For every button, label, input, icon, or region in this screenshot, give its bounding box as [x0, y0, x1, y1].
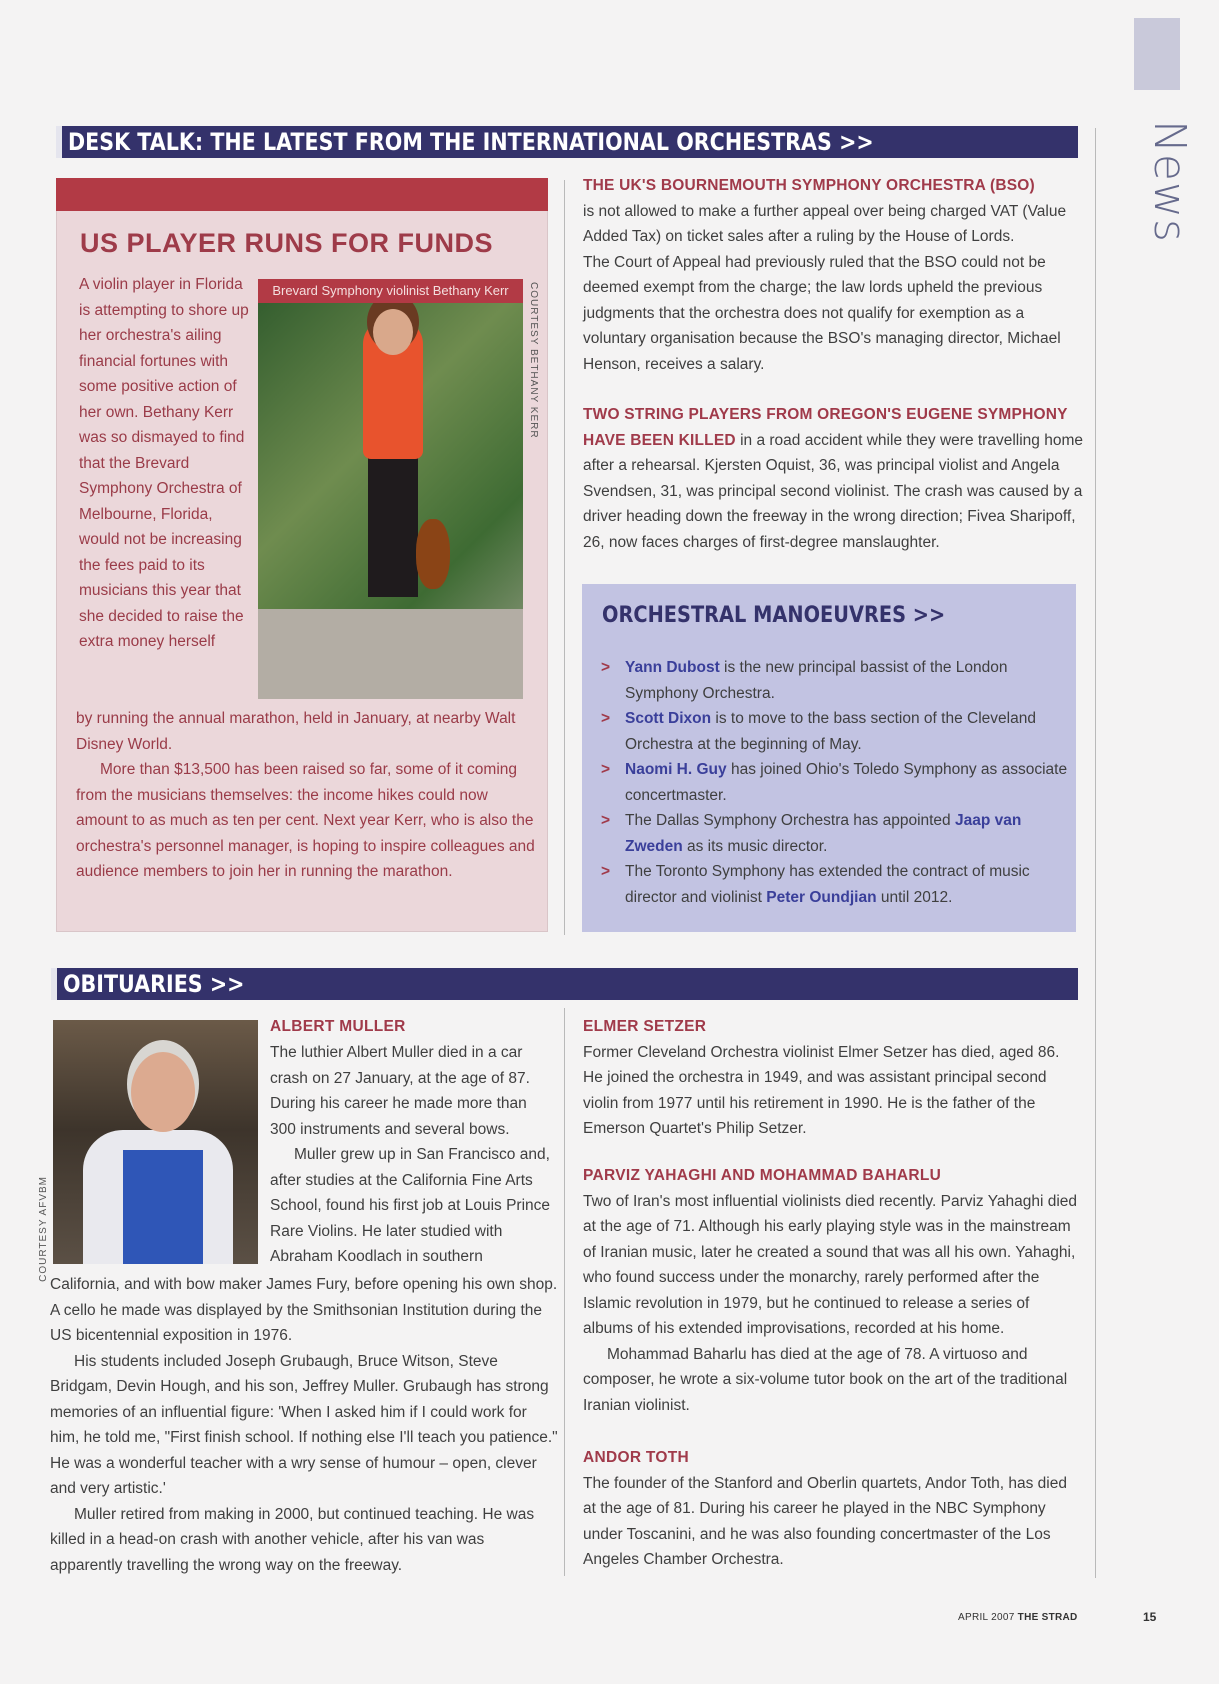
- obituary-name: PARVIZ YAHAGHI AND MOHAMMAD BAHARLU: [583, 1167, 942, 1184]
- section-tab: [1134, 18, 1180, 90]
- feature-paragraph: A violin player in Florida is attempting to shore up her orchestra's ailing financial fortunes with some positive action of her own. Bethany Kerr was so dismayed to find that the Brevard Symphony Orchestra of Melbourne, Florida, would not be increasing the fees paid to its musicians this year that she decided to raise the extra money herself: [79, 276, 249, 650]
- setzer-obituary: [583, 1014, 1083, 1142]
- photo-ground: [258, 609, 523, 699]
- chevron-right-icon: >: [601, 863, 611, 880]
- item-text: until 2012.: [876, 888, 953, 906]
- person-name: Naomi H. Guy: [625, 761, 727, 778]
- obituary-paragraph: Former Cleveland Orchestra violinist Elmer Setzer has died, aged 86. He joined the orchestra in 1949, and was assistant principal second violin from 1977 until his retirement in 1990. He is the father of the Emerson Quartet's Philip Setzer.: [583, 1043, 1060, 1137]
- obituary-name: ALBERT MULLER: [270, 1018, 406, 1035]
- desk-talk-bar: [56, 126, 1078, 158]
- photo-figure-legs: [368, 457, 418, 597]
- muller-text-wide: [50, 1272, 558, 1578]
- feature-text-narrow: [79, 272, 249, 655]
- obituary-paragraph: Two of Iran's most influential violinists died recently. Parviz Yahaghi died at the age of 71. Although his early playing style was in the mainstream of Iranian music, later he created a sound that was all his own. Yahaghi, who found success under the monarchy, rarely performed after the Islamic revolution in 1979, but he continued to release a series of albums of his extended improvisations, recorded at his home.: [583, 1192, 1078, 1337]
- column-divider: [564, 1008, 565, 1576]
- column-divider: [564, 180, 565, 935]
- side-divider: [1095, 128, 1096, 1578]
- feature-band: [56, 178, 548, 211]
- footer-magazine: THE STRAD: [1017, 1612, 1078, 1623]
- feature-text-wide: [76, 706, 536, 885]
- list-item: [598, 859, 1068, 910]
- person-name: Yann Dubost: [625, 659, 720, 676]
- chevron-right-icon: >: [601, 710, 611, 727]
- item-text: as its music director.: [682, 837, 828, 855]
- violin-shape: [416, 519, 450, 589]
- photo-figure-head: [373, 309, 413, 355]
- photo-caption: Brevard Symphony violinist Bethany Kerr: [258, 279, 523, 303]
- photo-head: [131, 1052, 195, 1132]
- obituary-paragraph: Mohammad Baharlu has died at the age of 78. A virtuoso and composer, he wrote a six-volume tutor book on the art of the traditional Iranian violinist.: [583, 1345, 1068, 1414]
- obituary-paragraph: Muller grew up in San Francisco and, after studies at the California Fine Arts School, found his first job at Louis Prince Rare Violins. He later studied with Abraham Koodlach in southern: [270, 1146, 551, 1265]
- bso-body: The Court of Appeal had previously ruled that the BSO could not be deemed exempt from the charge; the law lords upheld the previous judgments that the orchestra does not qualify for exemption as a voluntary organisation because the BSO's managing director, Michael Henson, receives a salary.: [583, 253, 1061, 373]
- item-text: The Dallas Symphony Orchestra has appointed: [625, 812, 955, 829]
- person-name: Jaap van Zweden: [625, 812, 1022, 855]
- parviz-obituary: [583, 1163, 1083, 1418]
- photo-credit: COURTESY AFVBM: [38, 1176, 49, 1282]
- photo-credit: COURTESY BETHANY KERR: [528, 282, 539, 439]
- list-item: [598, 808, 1068, 859]
- item-text: The Toronto Symphony has extended the contract of music director and violinist: [625, 863, 1030, 906]
- oregon-body: in a road accident while they were travelling home after a rehearsal. Kjersten Oquist, 36, was principal violist and Angela Svendsen, 31, was principal second violinist. The crash was caused by a driver heading down the freeway in the wrong direction; Fivea Sharipoff, 26, now faces charges of first-degree manslaughter.: [583, 431, 1083, 551]
- muller-text-narrow: [270, 1040, 552, 1270]
- feature-paragraph: More than $13,500 has been raised so far, some of it coming from the musicians themselves: the income hikes could now amount to as much as ten per cent. Next year Kerr, who is also the orchestra's personnel manager, is hoping to inspire colleagues and audience members to join her in running the marathon.: [76, 761, 535, 880]
- section-label: News: [1144, 120, 1195, 243]
- photo-apron: [123, 1150, 203, 1264]
- bso-article: [583, 173, 1081, 377]
- chevron-right-icon: >: [601, 761, 611, 778]
- list-item: [598, 757, 1068, 808]
- obituary-paragraph: The luthier Albert Muller died in a car crash on 27 January, at the age of 87. During his career he made more than 300 instruments and several bows.: [270, 1044, 530, 1138]
- bethany-kerr-photo: [258, 279, 523, 699]
- footer-issue: [958, 1612, 1078, 1623]
- manoeuvres-list: [598, 655, 1068, 910]
- feature-headline: US PLAYER RUNS FOR FUNDS: [80, 228, 494, 258]
- item-text: has joined Ohio's Toledo Symphony as associate concertmaster.: [625, 761, 1068, 804]
- oregon-article: [583, 402, 1083, 555]
- bso-headline: THE UK'S BOURNEMOUTH SYMPHONY ORCHESTRA (BSO): [583, 177, 1035, 194]
- obituary-paragraph: Muller retired from making in 2000, but continued teaching. He was killed in a head-on crash with another vehicle, after his van was apparently travelling the wrong way on the freeway.: [50, 1505, 535, 1574]
- obituary-paragraph: California, and with bow maker James Fury, before opening his own shop. A cello he made was displayed by the Smithsonian Institution during the US bicentennial exposition in 1976.: [50, 1276, 558, 1344]
- desk-talk-title: DESK TALK: THE LATEST FROM THE INTERNATIONAL ORCHESTRAS >>: [68, 128, 874, 156]
- obituary-name: ANDOR TOTH: [583, 1449, 690, 1466]
- person-name: Peter Oundjian: [766, 888, 877, 906]
- chevron-right-icon: >: [601, 659, 611, 676]
- manoeuvres-title-text: ORCHESTRAL MANOEUVRES >>: [602, 603, 946, 628]
- obituary-name: ELMER SETZER: [583, 1018, 707, 1035]
- page-number: 15: [1143, 1610, 1157, 1624]
- obituary-paragraph: The founder of the Stanford and Oberlin quartets, Andor Toth, has died at the age of 81. During his career he played in the NBC Symphony under Toscanini, and he was also founding concertmaster of the Los Angeles Chamber Orchestra.: [583, 1474, 1067, 1568]
- footer-date: APRIL 2007: [958, 1612, 1015, 1623]
- chevron-right-icon: >: [601, 812, 611, 829]
- oregon-headline: TWO STRING PLAYERS FROM OREGON'S EUGENE SYMPHONY HAVE BEEN KILLED: [583, 406, 1068, 449]
- feature-paragraph: by running the annual marathon, held in January, at nearby Walt Disney World.: [76, 710, 516, 753]
- bso-body: is not allowed to make a further appeal over being charged VAT (Value Added Tax) on ticket sales after a ruling by the House of Lords.: [583, 202, 1067, 245]
- manoeuvres-title: [602, 603, 992, 628]
- list-item: [598, 706, 1068, 757]
- obituaries-bar: [51, 968, 1078, 1000]
- albert-muller-photo: [53, 1020, 258, 1264]
- obituaries-title: OBITUARIES >>: [63, 970, 245, 998]
- obituary-paragraph: His students included Joseph Grubaugh, Bruce Witson, Steve Bridgam, Devin Hough, and his son, Jeffrey Muller. Grubaugh has strong memories of an influential figure: 'When I asked him if I could work for him, he told me, "First finish school. If nothing else I'll teach you patience." He was a wonderful teacher with a wry sense of humour – open, clever and very artistic.': [50, 1352, 558, 1497]
- item-text: is to move to the bass section of the Cleveland Orchestra at the beginning of May.: [625, 710, 1036, 753]
- list-item: [598, 655, 1068, 706]
- item-text: is the new principal bassist of the London Symphony Orchestra.: [625, 659, 1008, 702]
- toth-obituary: [583, 1445, 1083, 1573]
- person-name: Scott Dixon: [625, 710, 712, 727]
